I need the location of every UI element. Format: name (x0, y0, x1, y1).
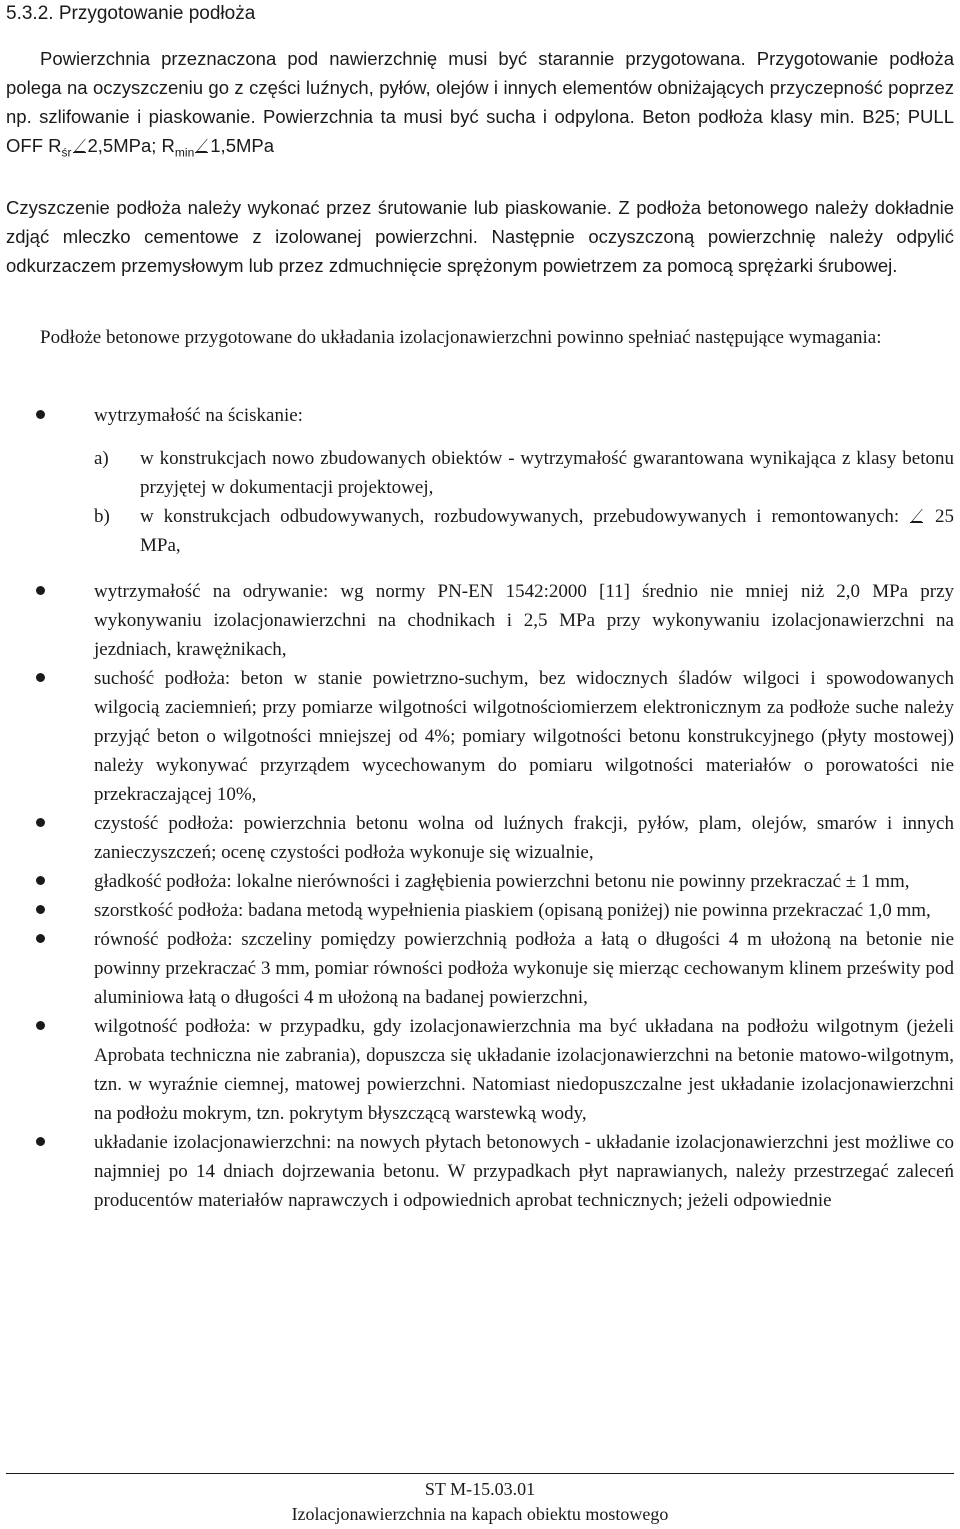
sub-min: min (174, 145, 195, 160)
requirement-text: gładkość podłoża: lokalne nierówności i zagłębienia powierzchni betonu nie powinny przekraczać ± 1 mm, (94, 871, 910, 892)
list-item (0, 1128, 960, 1215)
sub-item-text-b: w konstrukcjach odbudowywanych, rozbudowywanych, przebudowywanych i remontowanych: 25 MPa, (140, 506, 954, 556)
section-heading: 5.3.2. Przygotowanie podłoża (6, 3, 256, 24)
cleaning-paragraph: Czyszczenie podłoża należy wykonać przez śrutowanie lub piaskowanie. Z podłoża betonowego należy dokładnie zdjąć mleczko cementowe z izolowanej powierzchni. Następnie oczyszczoną powierzchnię należy odpylić odkurzaczem przemysłowym lub przez zdmuchnięcie sprężonym powietrzem za pomocą sprężarki śrubowej. (6, 197, 954, 276)
list-item (0, 809, 960, 867)
bullet-dot-icon (36, 818, 45, 827)
requirement-text: czystość podłoża: powierzchnia betonu wolna od luźnych frakcji, pyłów, plam, olejów, smarów i innych zanieczyszczeń; ocenę czystości podłoża wykonuje się wizualnie, (94, 813, 954, 863)
sub-item-label-a: a) (94, 448, 109, 469)
requirement-text: suchość podłoża: beton w stanie powietrzno-suchym, bez widocznych śladów wilgoci i spowodowanych wilgocią zaciemnień; przy pomiarze wilgotności wilgotnościomierzem elektronicznym za podłoże suche należy przyjąć beton o wilgotności mniejszej od 4%; pomiary wilgotności betonu konstrukcyjnego (płyty mostowej) należy wykonywać przyrządem wycechowanym do pomiaru wilgotności materiałów o porowatości nie przekraczającej 10%, (94, 668, 954, 805)
list-item (0, 502, 960, 560)
requirement-text: szorstkość podłoża: badana metodą wypełnienia piaskiem (opisaną poniżej) nie powinna przekraczać 1,0 mm, (94, 900, 931, 921)
value-sr: 2,5MPa; (87, 135, 157, 156)
r-letter: R (161, 135, 175, 156)
list-item (0, 444, 960, 502)
greater-equal-symbol (195, 138, 208, 153)
footer-spec-code: ST M-15.03.01 (424, 1479, 536, 1499)
footer-divider (6, 1473, 954, 1474)
list-item (0, 896, 960, 925)
sub-item-label-b: b) (94, 506, 110, 527)
concrete-class-text: Beton podłoża klasy min. B25; PULL OFF R (6, 106, 954, 156)
list-item (0, 664, 960, 809)
list-item (0, 1012, 960, 1128)
bullet-dot-icon (36, 1137, 45, 1146)
list-item (0, 867, 960, 896)
bullet-dot-icon (36, 673, 45, 682)
bullet-dot-icon (36, 934, 45, 943)
requirement-text: układanie izolacjonawierzchni: na nowych płytach betonowych - układanie izolacjonawierzchni jest możliwe co najmniej po 14 dniach dojrzewania betonu. W przypadkach płyt naprawianych, należy przestrzegać zaleceń producentów materiałów naprawczych i odpowiednich aprobat technicznych; jeżeli odpowiednie (94, 1132, 954, 1211)
requirements-list (0, 577, 960, 1215)
list-item (0, 401, 960, 430)
bullet-dot-icon (36, 876, 45, 885)
compressive-sublist (0, 444, 960, 560)
list-item (0, 925, 960, 1012)
bullet-dot-icon (36, 410, 45, 419)
compressive-bullet (0, 401, 960, 430)
value-min: 1,5MPa (210, 135, 275, 156)
requirements-intro: Podłoże betonowe przygotowane do układania izolacjonawierzchni powinno spełniać następujące wymagania: (40, 327, 882, 348)
greater-equal-symbol (910, 508, 923, 523)
bullet-dot-icon (36, 905, 45, 914)
requirement-text: wytrzymałość na odrywanie: wg normy PN-EN 1542:2000 [11] średnio nie mniej niż 2,0 MPa przy wykonywaniu izolacjonawierzchni na chodnikach i 2,5 MPa przy wykonywaniu izolacjonawierzchni na jezdniach, krawężnikach, (94, 581, 954, 660)
footer-spec-title: Izolacjonawierzchnia na kapach obiektu mostowego (291, 1504, 669, 1524)
bullet-dot-icon (36, 1021, 45, 1030)
sub-sr: śr (61, 145, 72, 160)
bullet-dot-icon (36, 586, 45, 595)
intro-sentence-1: Powierzchnia przeznaczona pod nawierzchnię musi być starannie przygotowana. Przygotowanie podłoża polega na oczyszczeniu go z części luźnych, pyłów, olejów i innych elementów obniżających przyczepność poprzez np. szlifowanie i piaskowanie. Powierzchnia ta musi być sucha i odpylona. (6, 48, 954, 127)
requirement-text: równość podłoża: szczeliny pomiędzy powierzchnią podłoża a łatą o długości 4 m ułożoną na betonie nie powinny przekraczać 3 mm, pomiar równości podłoża wykonuje się mierząc cechowanym klinem prześwity pod aluminiowa łatą o długości 4 m ułożoną na badanej powierzchni, (94, 929, 954, 1008)
intro-paragraph (6, 44, 954, 160)
greater-equal-symbol (73, 138, 86, 153)
requirement-text: wilgotność podłoża: w przypadku, gdy izolacjonawierzchnia ma być układana na podłożu wilgotnym (jeżeli Aprobata techniczna nie zabrania), dopuszcza się układanie izolacjonawierzchni na betonie matowo-wilgotnym, tzn. w wyraźnie ciemnej, matowej powierzchni. Natomiast niedopuszczalne jest układanie izolacjonawierzchni na podłożu mokrym, tzn. pokrytym błyszczącą warstewką wody, (94, 1016, 954, 1124)
list-item (0, 577, 960, 664)
sub-item-text-a: w konstrukcjach nowo zbudowanych obiektów - wytrzymałość gwarantowana wynikająca z klasy betonu przyjętej w dokumentacji projektowej, (140, 448, 954, 498)
compressive-label: wytrzymałość na ściskanie: (94, 405, 303, 426)
